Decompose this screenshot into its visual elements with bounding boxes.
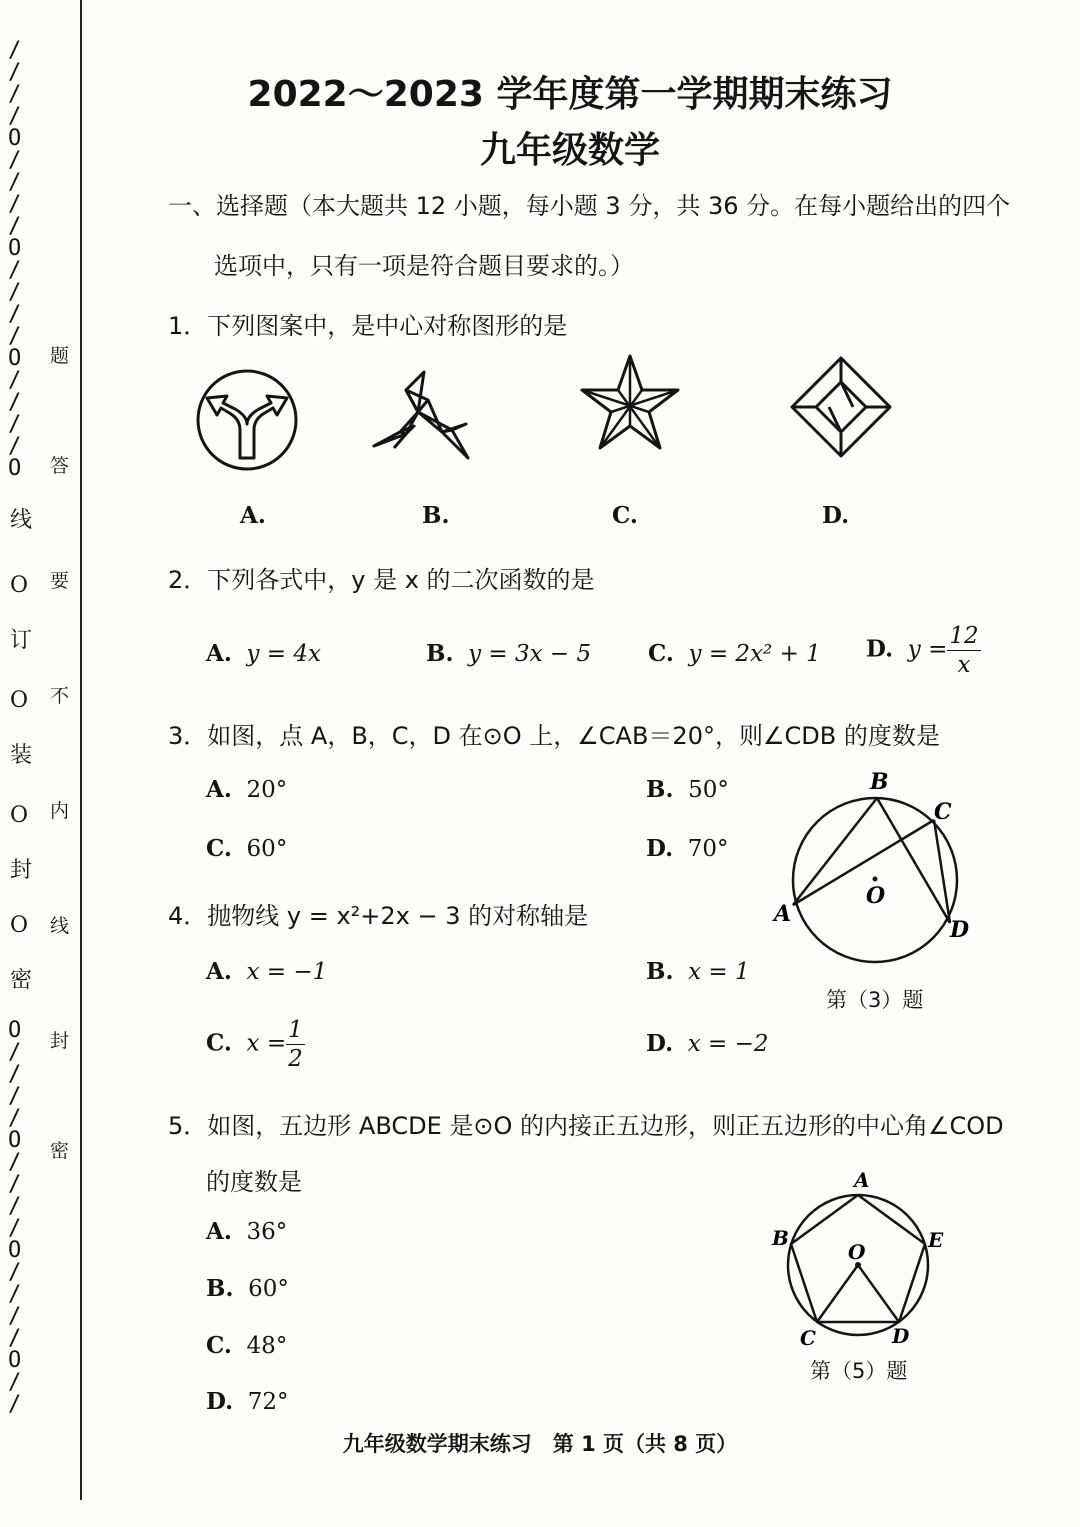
option-letter: D. xyxy=(822,502,850,529)
q2-option-a[interactable] xyxy=(206,640,321,667)
margin-label-xian: 线 xyxy=(10,508,33,533)
point-label: C xyxy=(800,1326,816,1350)
margin-circle: O xyxy=(10,688,29,713)
option-expression: x = 1 xyxy=(688,959,750,985)
binding-margin xyxy=(0,0,92,1527)
option-value: 36° xyxy=(246,1219,288,1245)
option-letter: C. xyxy=(206,835,232,862)
option-letter: D. xyxy=(206,1388,234,1415)
point-label: O xyxy=(866,883,886,909)
margin-label-feng: 封 xyxy=(10,858,33,883)
q2-stem: 2．下列各式中，y 是 x 的二次函数的是 xyxy=(168,566,595,594)
section-heading-line1: 一、选择题（本大题共 12 小题，每小题 3 分，共 36 分。在每小题给出的四个 xyxy=(168,192,1011,220)
option-letter: B. xyxy=(646,958,674,985)
option-value: 60° xyxy=(248,1276,289,1302)
point-label: D xyxy=(892,1324,910,1348)
fraction-denominator: 2 xyxy=(288,1046,303,1072)
option-letter: A. xyxy=(206,1218,232,1245)
q5-stem-line1: 5．如图，五边形 ABCDE 是⊙O 的内接正五边形，则正五边形的中心角∠COD xyxy=(168,1112,1004,1140)
section-heading-line2: 选项中，只有一项是符合题目要求的。） xyxy=(214,252,634,280)
fraction-denominator: x xyxy=(957,652,971,678)
option-letter: B. xyxy=(426,640,454,667)
option-expression: y = 2x² + 1 xyxy=(688,641,821,667)
option-expression-lhs: y = xyxy=(907,636,948,663)
fraction-numerator: 12 xyxy=(949,623,979,649)
option-letter: C. xyxy=(206,1332,232,1359)
option-letter: D. xyxy=(646,1030,674,1057)
q2-option-c[interactable] xyxy=(648,640,821,667)
q5-stem-line2: 的度数是 xyxy=(206,1168,302,1196)
margin-inner-label: 内 xyxy=(50,800,70,822)
margin-label-zhuang: 装 xyxy=(10,743,33,768)
option-value: 20° xyxy=(246,777,288,803)
point-label: B xyxy=(772,1226,789,1250)
option-value: 48° xyxy=(246,1333,288,1359)
option-expression: y = 4x xyxy=(246,641,321,667)
margin-label-mi-inner: 密 xyxy=(50,1140,70,1162)
q3-circle-figure xyxy=(770,765,990,975)
fraction-numerator: 1 xyxy=(288,1017,303,1043)
q4-stem: 4．抛物线 y = x²+2x − 3 的对称轴是 xyxy=(168,902,589,930)
page-subtitle: 九年级数学 xyxy=(479,130,660,171)
five-point-star-icon xyxy=(580,354,680,454)
option-letter: A. xyxy=(240,502,266,529)
q5-pentagon-figure xyxy=(770,1165,960,1355)
q3-option-c[interactable] xyxy=(206,835,287,862)
option-letter: B. xyxy=(422,502,450,529)
point-label: O xyxy=(848,1240,866,1264)
margin-circle: O xyxy=(10,913,29,938)
option-letter: A. xyxy=(206,958,232,985)
margin-dashes-bottom: O / / / / O / / / / O / / / / O / / xyxy=(8,1018,22,1417)
point-label: A xyxy=(854,1168,870,1192)
q3-figure-caption: 第（3）题 xyxy=(826,988,924,1012)
option-value: 60° xyxy=(246,836,288,862)
option-letter: C. xyxy=(648,640,674,667)
q3-option-a[interactable] xyxy=(206,776,287,803)
margin-label-mi: 密 xyxy=(10,968,33,993)
margin-label-feng-inner: 封 xyxy=(50,1030,70,1052)
option-expression: x = −2 xyxy=(687,1031,769,1057)
option-expression: x = −1 xyxy=(246,959,328,985)
option-letter: B. xyxy=(646,776,674,803)
q2-option-b[interactable] xyxy=(426,640,591,667)
q5-option-a[interactable] xyxy=(206,1218,287,1245)
point-label: D xyxy=(950,917,970,943)
option-value: 50° xyxy=(688,777,729,803)
margin-inner-label: 要 xyxy=(50,570,70,592)
q4-option-a[interactable] xyxy=(206,958,327,985)
margin-rule xyxy=(80,0,82,1500)
margin-inner-label: 不 xyxy=(50,685,70,707)
q1-stem: 1．下列图案中，是中心对称图形的是 xyxy=(168,312,568,340)
q4-option-c[interactable] xyxy=(206,1016,305,1073)
margin-circle: O xyxy=(10,573,29,598)
margin-circle: O xyxy=(10,803,29,828)
option-letter: D. xyxy=(646,835,674,862)
option-expression: y = 3x − 5 xyxy=(468,641,592,667)
fraction xyxy=(947,622,980,679)
option-letter: C. xyxy=(612,502,638,529)
q3-stem: 3．如图，点 A，B，C，D 在⊙O 上，∠CAB＝20°，则∠CDB 的度数是 xyxy=(168,722,940,750)
point-label: C xyxy=(934,799,952,825)
option-letter: A. xyxy=(206,776,232,803)
q5-figure-caption: 第（5）题 xyxy=(810,1359,908,1383)
option-letter: C. xyxy=(206,1029,232,1057)
q5-option-c[interactable] xyxy=(206,1332,287,1359)
margin-label-ding: 订 xyxy=(10,628,33,653)
q1-option-b[interactable] xyxy=(422,502,449,529)
option-value: 70° xyxy=(687,836,729,862)
margin-inner-label: 答 xyxy=(50,455,70,477)
q1-option-d[interactable] xyxy=(822,502,849,529)
q3-option-d[interactable] xyxy=(646,835,729,862)
margin-inner-label: 题 xyxy=(50,345,70,367)
point-label: B xyxy=(870,769,889,795)
pinwheel-triangles-icon xyxy=(370,364,474,464)
q5-option-d[interactable] xyxy=(206,1388,289,1415)
page-footer: 九年级数学期末练习 第 1 页（共 8 页） xyxy=(342,1432,738,1456)
q2-option-d[interactable] xyxy=(866,622,981,679)
margin-dashes-top: / / / / O / / / / O / / / / O / / / / O xyxy=(8,38,22,481)
nested-squares-pinwheel-icon xyxy=(790,356,892,458)
q4-option-b[interactable] xyxy=(646,958,750,985)
q4-option-d[interactable] xyxy=(646,1030,769,1057)
page-title: 2022～2023 学年度第一学期期末练习 xyxy=(247,74,893,115)
diverging-arrows-circle-icon xyxy=(195,368,299,472)
option-value: 72° xyxy=(247,1389,289,1415)
option-letter: A. xyxy=(206,640,232,667)
q5-option-b[interactable] xyxy=(206,1275,289,1302)
fraction xyxy=(286,1016,305,1073)
option-expression-lhs: x = xyxy=(246,1030,287,1057)
point-label: E xyxy=(928,1228,944,1252)
q1-option-c[interactable] xyxy=(612,502,638,529)
q3-option-b[interactable] xyxy=(646,776,729,803)
point-label: A xyxy=(774,901,792,927)
q1-option-a[interactable] xyxy=(240,502,266,529)
option-letter: B. xyxy=(206,1275,234,1302)
margin-inner-label: 线 xyxy=(50,915,70,937)
option-letter: D. xyxy=(866,635,894,663)
